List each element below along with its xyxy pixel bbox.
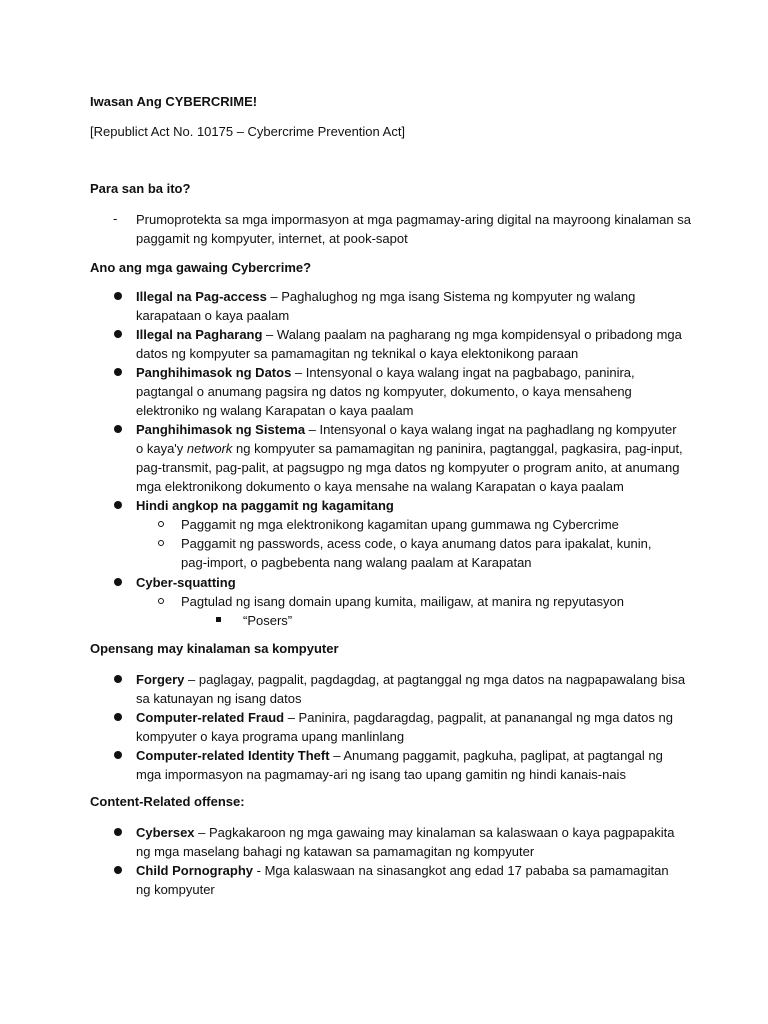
bullet-icon — [114, 828, 122, 836]
circle-bullet-icon — [158, 521, 164, 527]
list-item: Computer-related Fraud – Paninira, pagdaragdag, pagpalit, at pananangal ng mga datos ng kompyuter o kaya programa upang manlinlang — [136, 710, 673, 744]
bullet-icon — [114, 501, 122, 509]
list-item: Computer-related Identity Theft – Anumang paggamit, pagkuha, paglipat, at pagtangal ng mga impormasyon na pagmamay-ari ng isang tao upang gamitin ng hindi kanais-nais — [136, 748, 663, 782]
list-item: Hindi angkop na paggamit ng kagamitang — [136, 498, 394, 513]
list-item: Forgery – paglagay, pagpalit, pagdagdag, at pagtanggal ng mga datos na nagpapawalang bisa sa katunayan ng isang datos — [136, 672, 686, 706]
sub-list-item: Paggamit ng mga elektronikong kagamitan upang gummawa ng Cybercrime — [181, 517, 619, 532]
section-heading-content-offenses: Content-Related offense: — [90, 794, 245, 809]
bullet-icon — [114, 292, 122, 300]
list-item: Cybersex – Pagkakaroon ng mga gawaing may kinalaman sa kalaswaan o kaya pagpapakita ng mga maselang bahagi ng katawan sa pamamagitan ng kompyuter — [136, 825, 675, 859]
square-bullet-icon — [216, 617, 221, 622]
list-item: Panghihimasok ng Datos – Intensyonal o kaya walang ingat na pagbabago, paninira, pagtangal o anumang pagsira ng datos ng kompyuter, dokumento, o kaya mensaheng elektroniko ng walang Karapatan o kaya paalam — [136, 365, 635, 418]
bullet-icon — [114, 713, 122, 721]
purpose-text: Prumoprotekta sa mga impormasyon at mga pagmamay-aring digital na mayroong kinalaman sa paggamit ng kompyuter, internet, at pook-sapot — [136, 212, 691, 246]
bullet-icon — [114, 675, 122, 683]
section-heading-computer-offenses: Opensang may kinalaman sa kompyuter — [90, 641, 339, 656]
circle-bullet-icon — [158, 598, 164, 604]
sub-list-item: Pagtulad ng isang domain upang kumita, mailigaw, at manira ng repyutasyon — [181, 594, 624, 609]
sub-list-item: Paggamit ng passwords, acess code, o kaya anumang datos para ipakalat, kunin, pag-import, o pagbebenta nang walang paalam at Karapatan — [181, 536, 652, 570]
circle-bullet-icon — [158, 540, 164, 546]
list-item: Illegal na Pagharang – Walang paalam na pagharang ng mga kompidensyal o pribadong mga datos ng kompyuter sa pamamagitan ng teknikal o kaya elektonikong paraan — [136, 327, 682, 361]
bullet-icon — [114, 330, 122, 338]
section-heading-cybercrime-acts: Ano ang mga gawaing Cybercrime? — [90, 260, 312, 275]
bullet-icon — [114, 425, 122, 433]
list-item: Illegal na Pag-access – Paghalughog ng mga isang Sistema ng kompyuter ng walang karapataan o kaya paalam — [136, 289, 636, 323]
doc-title: Iwasan Ang CYBERCRIME! — [90, 94, 258, 109]
list-item: Panghihimasok ng Sistema – Intensyonal o kaya walang ingat na paghadlang ng kompyuter o kaya'y network ng kompyuter sa pamamagitan ng paninira, pagtanggal, pagkasira, pag-input, pag-transmit, pag-palit, at pagsugpo ng mga datos ng kompyuter o program anito, at anumang mga elektronikong dokumento o kaya mensahe na walang Karapatan o kaya paalam — [136, 422, 683, 494]
bullet-icon — [114, 866, 122, 874]
list-item: Child Pornography - Mga kalaswaan na sinasangkot ang edad 17 pababa sa pamamagitan ng kompyuter — [136, 863, 669, 897]
bullet-icon — [114, 368, 122, 376]
sub-sub-list-item: “Posers” — [243, 613, 293, 628]
bullet-icon — [114, 578, 122, 586]
bullet-icon — [114, 751, 122, 759]
act-reference: [Republict Act No. 10175 – Cybercrime Prevention Act] — [90, 124, 406, 139]
dash-marker: - — [113, 211, 118, 226]
section-heading-purpose: Para san ba ito? — [90, 181, 191, 196]
list-item: Cyber-squatting — [136, 575, 236, 590]
